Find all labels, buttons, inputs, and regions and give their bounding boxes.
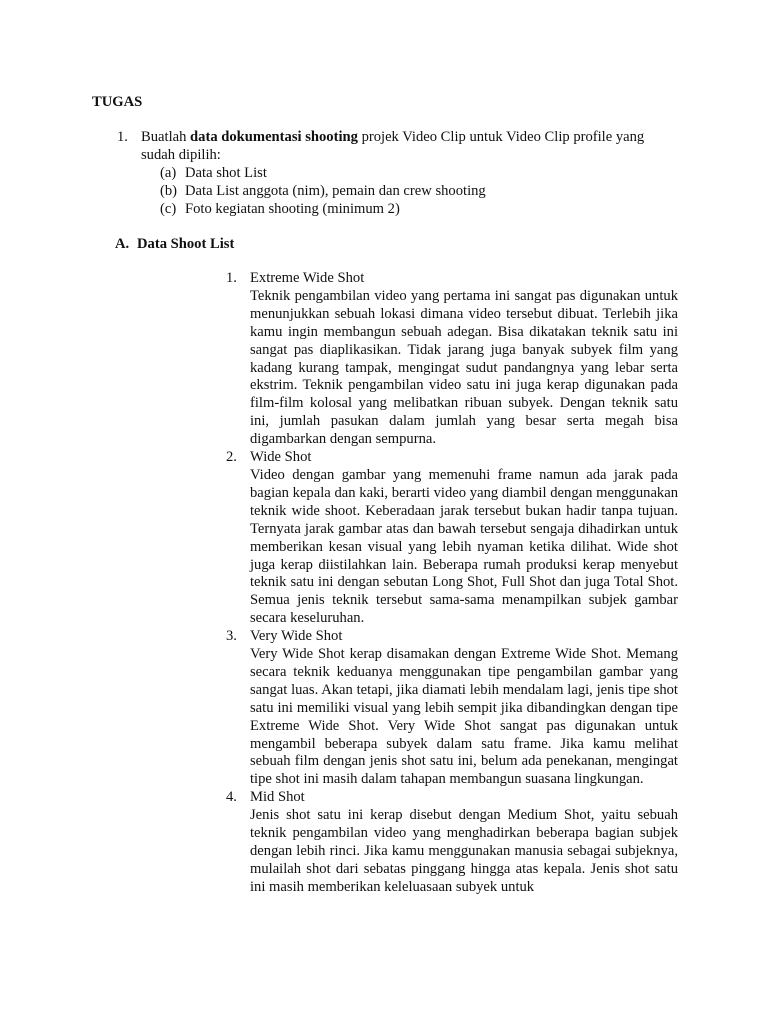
shot-list (226, 270, 678, 897)
sub-item-text: Foto kegiatan shooting (minimum 2) (185, 201, 400, 217)
task-text-after: projek Video Clip untuk Video Clip profile yang sudah dipilih: (141, 129, 645, 163)
shot-title: Mid Shot (250, 789, 305, 806)
sub-marker: (a) (160, 165, 177, 181)
shot-item-mid (226, 789, 678, 896)
shot-description: Very Wide Shot kerap disamakan dengan Extreme Wide Shot. Memang secara teknik keduanya menggunakan tipe pengambilan gambar yang sangat luas. Akan tetapi, jika diamati lebih mendalam lagi, jenis tipe shot satu ini memiliki visual yang lebih sempit jika dibandingkan dengan tipe Extreme Wide Shot. Very Wide Shot sangat pas digunakan untuk mengambil beberapa subyek dalam satu frame. Jika kamu melihat sebuah film dengan jenis shot satu ini, belum ada penekanan, mengingat tipe shot ini masih dalam tahapan membangun suasana lingkungan. (250, 646, 678, 788)
sub-item-c (160, 200, 677, 218)
section-heading (115, 235, 234, 253)
task-list (117, 128, 677, 218)
sub-item-b (160, 182, 677, 200)
shot-item-extreme-wide (226, 270, 678, 449)
sub-item-a (160, 164, 677, 182)
task-item (117, 128, 677, 218)
section-letter: A. (115, 236, 130, 252)
shot-number: 4. (226, 789, 237, 806)
shot-number: 2. (226, 449, 237, 466)
sub-item-text: Data shot List (185, 165, 267, 181)
shot-number: 1. (226, 270, 237, 286)
shot-number: 3. (226, 628, 237, 645)
sub-marker: (b) (160, 183, 178, 199)
shot-title: Extreme Wide Shot (250, 270, 365, 286)
section-title: Data Shoot List (137, 236, 235, 252)
document-heading: TUGAS (92, 94, 143, 110)
sub-marker: (c) (160, 201, 177, 217)
shot-description: Video dengan gambar yang memenuhi frame namun ada jarak pada bagian kepala dan kaki, berarti video yang diambil dengan menggunakan teknik wide shoot. Keberadaan jarak tersebut bukan hadir tanpa tujuan. Ternyata jarak gambar atas dan bawah tersebut sengaja dihadirkan untuk memberikan kesan visual yang lebih nyaman ketika dilihat. Wide shot juga kerap diistilahkan lain. Beberapa rumah produksi kerap menyebut teknik satu ini dengan sebutan Long Shot, Full Shot dan juga Total Shot. Semua jenis teknik tersebut sama-sama menampilkan subjek gambar secara keseluruhan. (250, 466, 678, 627)
task-text-bold: data dokumentasi shooting (190, 129, 358, 145)
task-number: 1. (117, 129, 128, 145)
shot-description: Jenis shot satu ini kerap disebut dengan Medium Shot, yaitu sebuah teknik pengambilan video yang menghadirkan beberapa bagian subjek dengan lebih rinci. Jika kamu menggunakan manusia sebagai subjeknya, mulailah shot dari sebatas pinggang hingga atas kepala. Jenis shot satu ini masih memberikan keleluasaan subyek untuk (250, 807, 678, 895)
task-text-before: Buatlah (141, 129, 191, 145)
task-sub-list (141, 164, 677, 218)
shot-item-wide (226, 449, 678, 628)
shot-title: Wide Shot (250, 449, 312, 466)
sub-item-text: Data List anggota (nim), pemain dan crew shooting (185, 183, 486, 199)
shot-description: Teknik pengambilan video yang pertama ini sangat pas digunakan untuk menunjukkan sebuah lokasi dimana video tersebut dibuat. Terlebih jika kamu ingin membangun sebuah adegan. Bisa dikatakan teknik satu ini sangat pas diaplikasikan. Tidak jarang juga banyak subyek film yang kadang kurang tampak, mengingat sudut pandangnya yang lebar serta ekstrim. Teknik pengambilan video satu ini juga kerap digunakan pada film-film kolosal yang melibatkan ribuan subyek. Dengan teknik satu ini, jumlah pasukan dalam jumlah yang besar serta megah bisa digambarkan dengan sempurna. (250, 287, 678, 448)
shot-item-very-wide (226, 628, 678, 789)
shot-title: Very Wide Shot (250, 628, 343, 645)
